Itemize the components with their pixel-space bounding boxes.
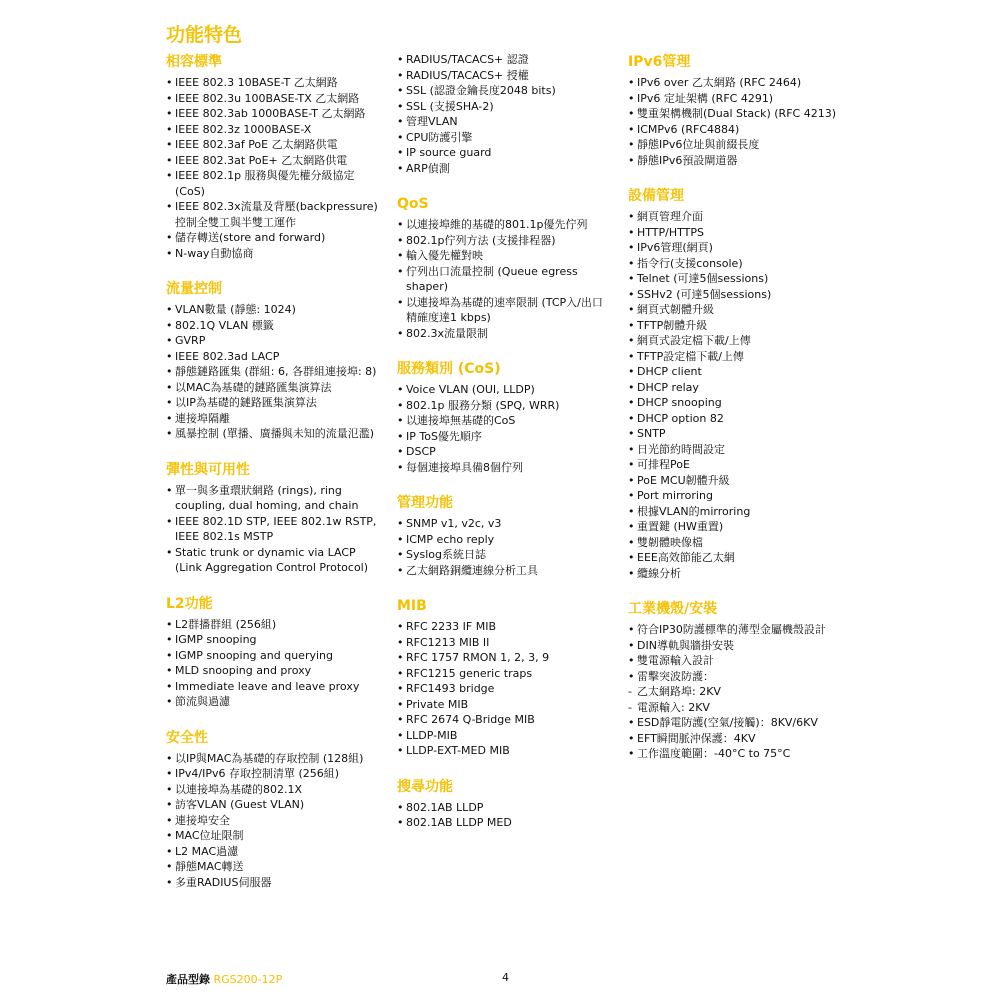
feature-item: • SNMP v1, v2c, v3 xyxy=(397,516,619,532)
feature-section xyxy=(166,52,388,261)
feature-item: • IEEE 802.3ad LACP xyxy=(166,349,388,365)
feature-list xyxy=(397,619,619,759)
feature-item: • IEEE 802.3ab 1000BASE-T 乙太網路 xyxy=(166,106,388,122)
feature-item: • RFC1215 generic traps xyxy=(397,666,619,682)
feature-item: - 電源輸入: 2KV xyxy=(628,700,853,716)
feature-section xyxy=(166,279,388,442)
feature-item: • RFC1213 MIB II xyxy=(397,635,619,651)
feature-item: • RFC 2674 Q-Bridge MIB xyxy=(397,712,619,728)
feature-item: • Voice VLAN (OUI, LLDP) xyxy=(397,382,619,398)
feature-section xyxy=(397,194,619,341)
feature-item: • TFTP設定檔下載/上傳 xyxy=(628,349,853,365)
feature-item-continuation: (CoS) xyxy=(175,184,205,198)
feature-item: • IEEE 802.3at PoE+ 乙太網路供電 xyxy=(166,153,388,169)
feature-item-continuation: IEEE 802.1s MSTP xyxy=(175,530,274,543)
feature-section xyxy=(628,599,853,762)
feature-item: • DIN導軌與牆掛安裝 xyxy=(628,638,853,654)
feature-item: • 802.1p 服務分類 (SPQ, WRR) xyxy=(397,398,619,414)
page-title: 功能特色 xyxy=(166,24,243,46)
feature-item: • 佇列出口流量控制 (Queue egress xyxy=(397,264,619,280)
section-heading: L2功能 xyxy=(166,595,213,612)
section-heading: IPv6管理 xyxy=(628,54,691,70)
feature-item-continuation: (Link Aggregation Control Protocol) xyxy=(175,561,369,574)
feature-item: • 網頁式韌體升級 xyxy=(628,302,853,318)
feature-item: • 乙太網路銅纜連線分析工具 xyxy=(397,563,619,579)
feature-column-3 xyxy=(628,52,853,780)
feature-item: • ICMP echo reply xyxy=(397,532,619,548)
feature-item: • 符合IP30防護標準的薄型金屬機殼設計 xyxy=(628,622,853,638)
feature-item: • 網頁管理介面 xyxy=(628,209,853,225)
feature-item: • 多重RADIUS伺服器 xyxy=(166,875,388,891)
feature-list xyxy=(166,617,388,710)
feature-item: • IEEE 802.3 10BASE-T 乙太網路 xyxy=(166,75,388,91)
feature-item: • 儲存轉送(store and forward) xyxy=(166,230,388,246)
section-heading: 流量控制 xyxy=(166,281,222,297)
feature-list xyxy=(397,382,619,475)
feature-item: • TFTP韌體升級 xyxy=(628,318,853,334)
feature-item: • IEEE 802.3x流量及背壓(backpressure) xyxy=(166,199,388,215)
feature-item: • 以IP為基礎的鏈路匯集演算法 xyxy=(166,395,388,411)
feature-item-continuation: coupling, dual homing, and chain xyxy=(175,499,359,512)
feature-section xyxy=(397,52,619,176)
page-number: 4 xyxy=(502,971,509,984)
feature-item: • N-way自動協商 xyxy=(166,246,388,262)
feature-item: • 連接埠安全 xyxy=(166,813,388,829)
feature-item: • ARP偵測 xyxy=(397,161,619,177)
footer-catalog-label: 產品型錄 xyxy=(166,973,210,986)
feature-item: • 802.1Q VLAN 標籤 xyxy=(166,318,388,334)
feature-item: • 節流與過濾 xyxy=(166,694,388,710)
feature-item: • VLAN數量 (靜態: 1024) xyxy=(166,302,388,318)
feature-item: • SSL (支援SHA-2) xyxy=(397,99,619,115)
feature-item: • Port mirroring xyxy=(628,488,853,504)
footer-model-number: RGS200-12P xyxy=(213,973,283,986)
feature-item: • 輸入優先權對映 xyxy=(397,248,619,264)
feature-item: • CPU防護引擎 xyxy=(397,130,619,146)
feature-item: • SNTP xyxy=(628,426,853,442)
page-footer xyxy=(166,971,866,987)
feature-item: • IGMP snooping and querying xyxy=(166,648,388,664)
feature-item: • 工作溫度範圍：-40°C to 75°C xyxy=(628,746,853,762)
feature-list xyxy=(397,800,619,831)
feature-item: • DSCP xyxy=(397,444,619,460)
feature-list xyxy=(166,751,388,891)
feature-section xyxy=(397,596,619,759)
feature-column-2 xyxy=(397,52,619,849)
feature-item: • RFC 2233 IF MIB xyxy=(397,619,619,635)
feature-item: • IP ToS優先順序 xyxy=(397,429,619,445)
feature-item: • HTTP/HTTPS xyxy=(628,225,853,241)
section-heading: 安全性 xyxy=(166,729,208,746)
feature-item: • 靜態IPv6位址與前綴長度 xyxy=(628,137,853,153)
section-heading: QoS xyxy=(397,196,429,212)
feature-item: • 靜態IPv6預設閘道器 xyxy=(628,153,853,169)
feature-item: • SSL (認證金鑰長度2048 bits) xyxy=(397,83,619,99)
section-heading: 設備管理 xyxy=(628,188,684,204)
section-heading: 搜尋功能 xyxy=(397,778,453,795)
section-heading: MIB xyxy=(397,598,427,614)
feature-item: • RADIUS/TACACS+ 授權 xyxy=(397,68,619,84)
feature-item: • ESD靜電防護(空氣/接觸)：8KV/6KV xyxy=(628,715,853,731)
feature-item: • RFC 1757 RMON 1, 2, 3, 9 xyxy=(397,650,619,666)
feature-item: • 802.1p佇列方法 (支援排程器) xyxy=(397,233,619,249)
feature-item: • MAC位址限制 xyxy=(166,828,388,844)
feature-item: • LLDP-EXT-MED MIB xyxy=(397,743,619,759)
feature-item: • IPv6管理(網頁) xyxy=(628,240,853,256)
feature-item: • 雙電源輸入設計 xyxy=(628,653,853,669)
feature-item: • 雙重架構機制(Dual Stack) (RFC 4213) xyxy=(628,106,853,122)
feature-item: • 以連接埠為基礎的802.1X xyxy=(166,782,388,798)
feature-item: • 以IP與MAC為基礎的存取控制 (128組) xyxy=(166,751,388,767)
feature-section xyxy=(166,594,388,710)
feature-item: • IEEE 802.3z 1000BASE-X xyxy=(166,122,388,138)
feature-item: • SSHv2 (可達5個sessions) xyxy=(628,287,853,303)
feature-item: • EFT瞬間脈沖保護：4KV xyxy=(628,731,853,747)
feature-item: • L2群播群組 (256組) xyxy=(166,617,388,633)
feature-item: • 連接埠隔離 xyxy=(166,411,388,427)
feature-item: • 靜態MAC轉送 xyxy=(166,859,388,875)
feature-item: • DHCP client xyxy=(628,364,853,380)
feature-item: • 管理VLAN xyxy=(397,114,619,130)
feature-item: • DHCP option 82 xyxy=(628,411,853,427)
feature-item: • 指令行(支援console) xyxy=(628,256,853,272)
feature-section xyxy=(166,728,388,891)
feature-item: • 可排程PoE xyxy=(628,457,853,473)
feature-item: • 802.1AB LLDP xyxy=(397,800,619,816)
feature-section xyxy=(397,777,619,831)
section-heading: 彈性與可用性 xyxy=(166,461,250,478)
feature-item: • 以連接埠維的基礎的801.1p優先佇列 xyxy=(397,217,619,233)
feature-item: • Telnet (可達5個sessions) xyxy=(628,271,853,287)
feature-item: • L2 MAC過濾 xyxy=(166,844,388,860)
feature-item: • IEEE 802.1p 服務與優先權分級協定 xyxy=(166,168,388,184)
feature-item: • GVRP xyxy=(166,333,388,349)
feature-column-1 xyxy=(166,52,388,908)
feature-list xyxy=(397,217,619,341)
feature-list xyxy=(397,52,619,176)
feature-item-continuation: 精確度達1 kbps) xyxy=(406,311,491,324)
feature-list xyxy=(628,622,853,762)
feature-item: • 根據VLAN的mirroring xyxy=(628,504,853,520)
feature-item: • 靜態鏈路匯集 (群組: 6, 各群組連接埠: 8) xyxy=(166,364,388,380)
feature-item: • 風暴控制 (單播、廣播與未知的流量氾濫) xyxy=(166,426,388,442)
feature-item: • PoE MCU韌體升級 xyxy=(628,473,853,489)
feature-list xyxy=(397,516,619,578)
feature-item: • 單一與多重環狀網路 (rings), ring xyxy=(166,483,388,499)
feature-item: - 乙太網路埠: 2KV xyxy=(628,684,853,700)
section-heading: 管理功能 xyxy=(397,495,453,511)
feature-item: • EEE高效節能乙太網 xyxy=(628,550,853,566)
section-heading: 工業機殼/安裝 xyxy=(628,601,718,617)
feature-item-continuation: 控制全雙工與半雙工運作 xyxy=(175,215,296,229)
feature-item: • IEEE 802.3af PoE 乙太網路供電 xyxy=(166,137,388,153)
feature-item: • 802.3x流量限制 xyxy=(397,326,619,342)
feature-item: • IP source guard xyxy=(397,145,619,161)
feature-item: • 日光節約時間設定 xyxy=(628,442,853,458)
feature-list xyxy=(166,302,388,442)
feature-item: • 訪客VLAN (Guest VLAN) xyxy=(166,797,388,813)
feature-item: • Immediate leave and leave proxy xyxy=(166,679,388,695)
feature-item: • IEEE 802.3u 100BASE-TX 乙太網路 xyxy=(166,91,388,107)
feature-item: • Static trunk or dynamic via LACP xyxy=(166,545,388,561)
feature-list xyxy=(166,483,388,576)
feature-item: • 網頁式設定檔下載/上傳 xyxy=(628,333,853,349)
section-heading: 服務類別 (CoS) xyxy=(397,361,501,377)
feature-item: • IPv6 over 乙太網路 (RFC 2464) xyxy=(628,75,853,91)
feature-item: • IPv6 定址架構 (RFC 4291) xyxy=(628,91,853,107)
feature-item: • DHCP snooping xyxy=(628,395,853,411)
feature-item: • RFC1493 bridge xyxy=(397,681,619,697)
feature-section xyxy=(628,52,853,168)
feature-section xyxy=(166,460,388,576)
feature-list xyxy=(166,75,388,261)
feature-item: • Syslog系統日誌 xyxy=(397,547,619,563)
feature-item: • IGMP snooping xyxy=(166,632,388,648)
feature-item: • 以連接埠為基礎的速率限制 (TCP入/出口 xyxy=(397,295,619,311)
feature-item: • 802.1AB LLDP MED xyxy=(397,815,619,831)
feature-item: • RADIUS/TACACS+ 認證 xyxy=(397,52,619,68)
feature-section xyxy=(397,493,619,578)
feature-item: • 重置鍵 (HW重置) xyxy=(628,519,853,535)
feature-item: • 每個連接埠具備8個佇列 xyxy=(397,460,619,476)
feature-item: • 以MAC為基礎的鏈路匯集演算法 xyxy=(166,380,388,396)
feature-list xyxy=(628,209,853,581)
feature-item: • IPv4/IPv6 存取控制清單 (256組) xyxy=(166,766,388,782)
feature-section xyxy=(628,186,853,581)
feature-item: • Private MIB xyxy=(397,697,619,713)
feature-item: • 雷擊突波防護： xyxy=(628,669,853,685)
feature-item: • 纜線分析 xyxy=(628,566,853,582)
feature-item: • DHCP relay xyxy=(628,380,853,396)
section-heading: 相容標準 xyxy=(166,54,222,70)
feature-item: • LLDP-MIB xyxy=(397,728,619,744)
feature-section xyxy=(397,359,619,475)
feature-item: • 雙韌體映像檔 xyxy=(628,535,853,551)
feature-item: • IEEE 802.1D STP, IEEE 802.1w RSTP, xyxy=(166,514,388,530)
feature-item: • MLD snooping and proxy xyxy=(166,663,388,679)
feature-list xyxy=(628,75,853,168)
feature-item: • 以連接埠無基礎的CoS xyxy=(397,413,619,429)
feature-item-continuation: shaper) xyxy=(406,280,449,293)
feature-item: • ICMPv6 (RFC4884) xyxy=(628,122,853,138)
